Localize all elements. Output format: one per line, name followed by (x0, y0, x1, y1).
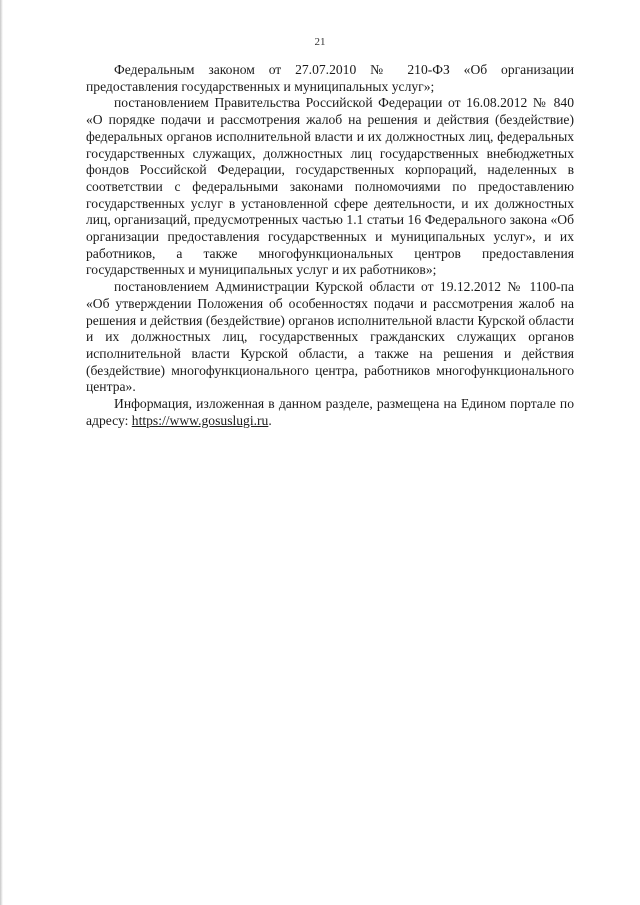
portal-info-end: . (268, 412, 272, 428)
gosuslugi-link[interactable]: https://www.gosuslugi.ru (131, 412, 269, 428)
document-body (86, 62, 574, 429)
scan-edge-shadow (0, 0, 3, 905)
paragraph-kursk-administration-resolution: постановлением Администрации Курской области от 19.12.2012 № 1100-па «Об утверждении Положения об особенностях подачи и рассмотрения жалоб на решения и действия (бездействие) органов исполнительной власти Курской области и их должностных лиц, государственных гражданских служащих органов исполнительной власти Курской области, а также на решения и действия (бездействие) многофункционального центра, работников многофункционального центра». (86, 279, 574, 395)
paragraph-government-resolution: постановлением Правительства Российской Федерации от 16.08.2012 № 840 «О порядке подачи и рассмотрения жалоб на решения и действия (бездействие) федеральных органов исполнительной власти и их должностных лиц, федеральных государственных служащих, должностных лиц государственных внебюджетных фондов Российской Федерации, государственных корпораций, наделенных в соответствии с федеральными законами полномочиями по предоставлению государственных услуг в установленной сфере деятельности, и их должностных лиц, организаций, предусмотренных частью 1.1 статьи 16 Федерального закона «Об организации предоставления государственных и муниципальных услуг», и их работников, а также многофункциональных центров предоставления государственных и муниципальных услуг и их работников»; (86, 95, 574, 278)
page-number: 21 (314, 36, 326, 48)
paragraph-portal-info (86, 396, 574, 429)
paragraph-federal-law: Федеральным законом от 27.07.2010 № 210-ФЗ «Об организации предоставления государственных и муниципальных услуг»; (86, 62, 574, 94)
portal-info-text: Информация, изложенная в данном разделе, размещена на Едином порталe по адресу: (86, 396, 574, 428)
